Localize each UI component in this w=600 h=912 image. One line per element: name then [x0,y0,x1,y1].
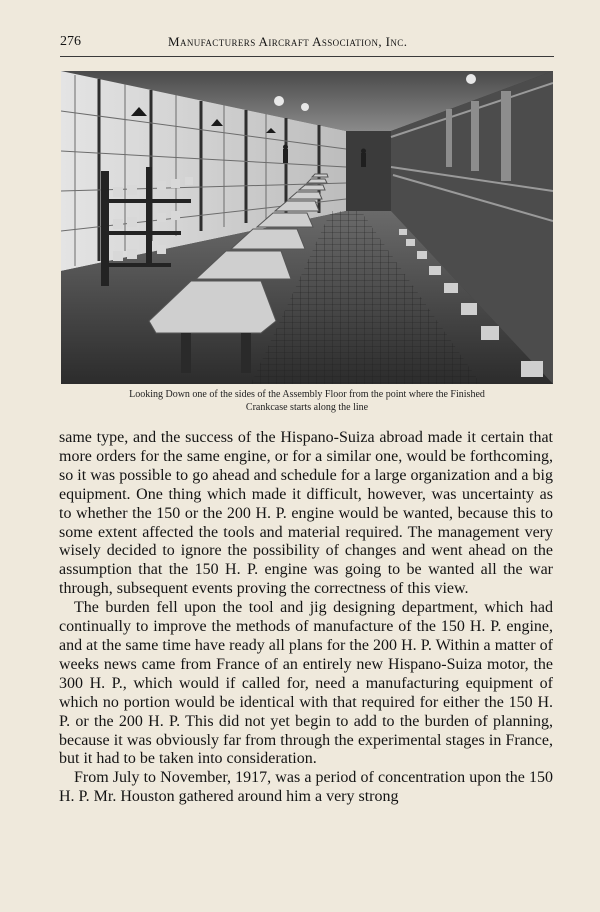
caption-line-2: Crankcase starts along the line [245,402,369,413]
page-header [60,34,554,54]
running-head: Manufacturers Aircraft Association, Inc. [168,34,408,49]
header-rule [60,56,554,57]
body-text [59,429,553,807]
paragraph-2: The burden fell upon the tool and jig designing department, which had continually to improve the methods of manufacture of the 150 H. P. engine, and at the same time have ready all plans for the 200 H. P. Within a matter of weeks news came from France of an entirely new Hispano-Suiza motor, the 300 H. P., which would if called for, need a manufacturing equipment of which no portion would be identical with that required for either the 150 H. P. or the 200 H. P. This did not yet begin to add to the burden of planning, because it was obviously far from through the experimental stages in France, but it had to be taken into consideration. [59,599,553,768]
caption-line-1: Looking Down one of the sides of the Assembly Floor from the point where the Finished [129,389,485,400]
figure-caption [72,388,542,414]
page-number: 276 [60,34,81,49]
paragraph-1: same type, and the success of the Hispano-Suiza abroad made it certain that more orders for the same engine, or for a similar one, would be forthcoming, so it was possible to go ahead and schedule for a large organization and a big equipment. One thing which made it difficult, however, was uncertainty as to whether the 150 or the 200 H. P. engine would be wanted, because this to some extent affected the tools and material required. The management very wisely decided to ignore the possibility of changes and went ahead on the assumption that the 150 H. P. engine was going to be wanted all the war through, subsequent events proving the correctness of this view. [59,429,553,598]
assembly-floor-photograph [61,71,553,384]
paragraph-3: From July to November, 1917, was a period of concentration upon the 150 H. P. Mr. Houston gathered around him a very strong [59,769,553,806]
